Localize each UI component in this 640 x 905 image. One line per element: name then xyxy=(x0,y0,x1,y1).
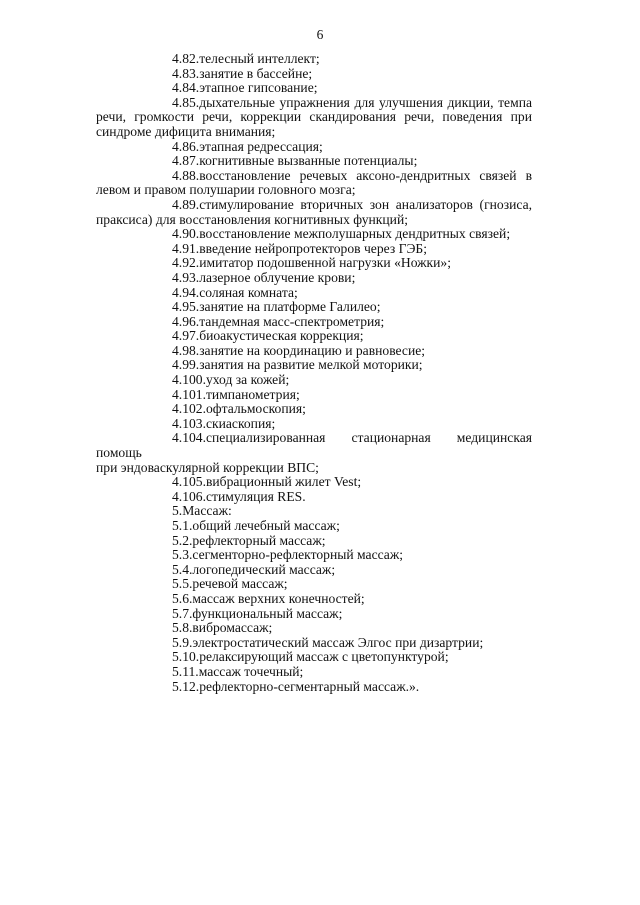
list-item xyxy=(96,636,532,651)
list-item xyxy=(96,592,532,607)
list-item xyxy=(96,650,532,665)
item-text: сегменторно-рефлекторный массаж; xyxy=(192,547,404,563)
item-text: дыхательные упражнения для улучшения дикции, темпа речи, громкости речи, коррекции скандирования речи, поведения при синдроме дифицита внимания; xyxy=(96,94,532,139)
item-number: 4.103. xyxy=(172,415,206,431)
item-text: офтальмоскопия; xyxy=(205,401,306,417)
item-text: имитатор подошвенной нагрузки «Ножки»; xyxy=(199,255,451,271)
list-item xyxy=(96,329,532,344)
item-text: введение нейропротекторов через ГЭБ; xyxy=(199,240,428,256)
item-number: 5.3. xyxy=(172,547,193,563)
list-item xyxy=(96,242,532,257)
item-text: занятие в бассейне; xyxy=(199,65,313,81)
item-text: вибромассаж; xyxy=(192,620,273,636)
item-text: уход за кожей; xyxy=(205,372,290,388)
item-number: 4.97. xyxy=(172,328,200,344)
list-item xyxy=(96,402,532,417)
list-item xyxy=(96,621,532,636)
item-text: биоакустическая коррекция; xyxy=(199,328,364,344)
item-text: массаж точечный; xyxy=(198,663,304,679)
item-number: 4.82. xyxy=(172,51,200,66)
item-number: 4.89. xyxy=(172,196,200,212)
item-number: 4.101. xyxy=(172,386,206,402)
item-text: специализированная стационарная медицинская помощь xyxy=(96,430,532,461)
list-item xyxy=(96,256,532,271)
item-text: когнитивные вызванные потенциалы; xyxy=(199,153,418,169)
item-number: 4.86. xyxy=(172,138,200,154)
document-body xyxy=(96,52,532,694)
item-number: 5.2. xyxy=(172,532,193,548)
item-number: 5.1. xyxy=(172,518,193,533)
item-text: восстановление межполушарных дендритных связей; xyxy=(199,226,511,242)
item-text: стимуляция RES. xyxy=(205,488,306,504)
item-text: лазерное облучение крови; xyxy=(199,269,356,285)
item-number: 4.84. xyxy=(172,80,200,96)
item-number: 5.11. xyxy=(172,663,199,679)
item-text: речевой массаж; xyxy=(192,576,288,592)
item-text: рефлекторно-сегментарный массаж.». xyxy=(199,678,420,694)
item-number: 5.10. xyxy=(172,649,200,665)
item-number: 4.87. xyxy=(172,153,200,169)
page-number: 6 xyxy=(316,27,324,42)
item-number: 4.90. xyxy=(172,226,200,242)
list-item xyxy=(96,358,532,373)
list-item xyxy=(96,475,532,490)
item-text: занятие на координацию и равновесие; xyxy=(199,342,426,358)
list-item xyxy=(96,96,532,140)
list-item xyxy=(96,563,532,578)
item-text: тандемная масс-спектрометрия; xyxy=(199,313,385,329)
list-item xyxy=(96,344,532,359)
list-item xyxy=(96,431,532,460)
item-text: логопедический массаж; xyxy=(192,561,336,577)
item-text: рефлекторный массаж; xyxy=(192,532,326,548)
list-item xyxy=(96,271,532,286)
item-number: 5.7. xyxy=(172,605,193,621)
list-item xyxy=(96,504,532,519)
item-text: скиаскопия; xyxy=(205,415,276,431)
list-item xyxy=(96,67,532,82)
list-item xyxy=(96,680,532,695)
item-number: 4.99. xyxy=(172,357,200,373)
item-number: 4.100. xyxy=(172,372,206,388)
item-text: Массаж: xyxy=(182,503,232,519)
list-item xyxy=(96,52,532,67)
item-text: вибрационный жилет Vest; xyxy=(205,474,362,490)
list-item xyxy=(96,81,532,96)
item-number: 4.93. xyxy=(172,269,200,285)
item-number: 5.8. xyxy=(172,620,193,636)
list-item xyxy=(96,534,532,549)
item-text: этапное гипсование; xyxy=(199,80,318,96)
list-item xyxy=(96,140,532,155)
item-number: 5.6. xyxy=(172,590,193,606)
item-text: занятие на платформе Галилео; xyxy=(199,299,381,315)
list-item xyxy=(96,607,532,622)
item-text: релаксирующий массаж с цветопунктурой; xyxy=(199,649,449,665)
list-item xyxy=(96,373,532,388)
list-item xyxy=(96,577,532,592)
list-item xyxy=(96,490,532,505)
item-text: стимулирование вторичных зон анализаторов (гнозиса, праксиса) для восстановления когнитивных функций; xyxy=(96,196,532,227)
list-item xyxy=(96,665,532,680)
list-item xyxy=(96,286,532,301)
item-number: 4.88. xyxy=(172,167,200,183)
item-number: 4.98. xyxy=(172,342,200,358)
item-number: 4.92. xyxy=(172,255,200,271)
item-number: 4.85. xyxy=(172,94,200,110)
item-number: 4.91. xyxy=(172,240,200,256)
item-text: соляная комната; xyxy=(199,284,298,300)
list-item xyxy=(96,154,532,169)
list-item xyxy=(96,417,532,432)
item-text: массаж верхних конечностей; xyxy=(192,590,365,606)
item-number: 4.94. xyxy=(172,284,200,300)
item-number: 5. xyxy=(172,503,183,519)
item-number: 5.5. xyxy=(172,576,193,592)
list-item xyxy=(96,388,532,403)
item-text: этапная редрессация; xyxy=(199,138,323,154)
item-number: 5.4. xyxy=(172,561,193,577)
item-number: 4.95. xyxy=(172,299,200,315)
list-item xyxy=(96,548,532,563)
item-number: 5.12. xyxy=(172,678,200,694)
item-text: электростатический массаж Элгос при дизартрии; xyxy=(192,634,484,650)
item-text: занятия на развитие мелкой моторики; xyxy=(199,357,423,373)
item-number: 4.83. xyxy=(172,65,200,81)
item-number: 4.96. xyxy=(172,313,200,329)
item-number: 4.105. xyxy=(172,474,206,490)
item-number: 4.102. xyxy=(172,401,206,417)
item-text: общий лечебный массаж; xyxy=(192,518,340,533)
item-number: 4.104. xyxy=(172,430,206,446)
list-item xyxy=(96,169,532,198)
item-text-continuation: при эндоваскулярной коррекции ВПС; xyxy=(96,459,319,475)
list-item xyxy=(96,519,532,534)
item-text: функциональный массаж; xyxy=(192,605,343,621)
item-text: телесный интеллект; xyxy=(199,51,320,66)
item-number: 4.106. xyxy=(172,488,206,504)
item-text: восстановление речевых аксоно-дендритных связей в левом и правом полушарии головного мозга; xyxy=(96,167,532,198)
item-number: 5.9. xyxy=(172,634,193,650)
item-text: тимпанометрия; xyxy=(205,386,300,402)
list-item xyxy=(96,198,532,227)
list-item xyxy=(96,315,532,330)
list-item xyxy=(96,300,532,315)
list-item xyxy=(96,227,532,242)
